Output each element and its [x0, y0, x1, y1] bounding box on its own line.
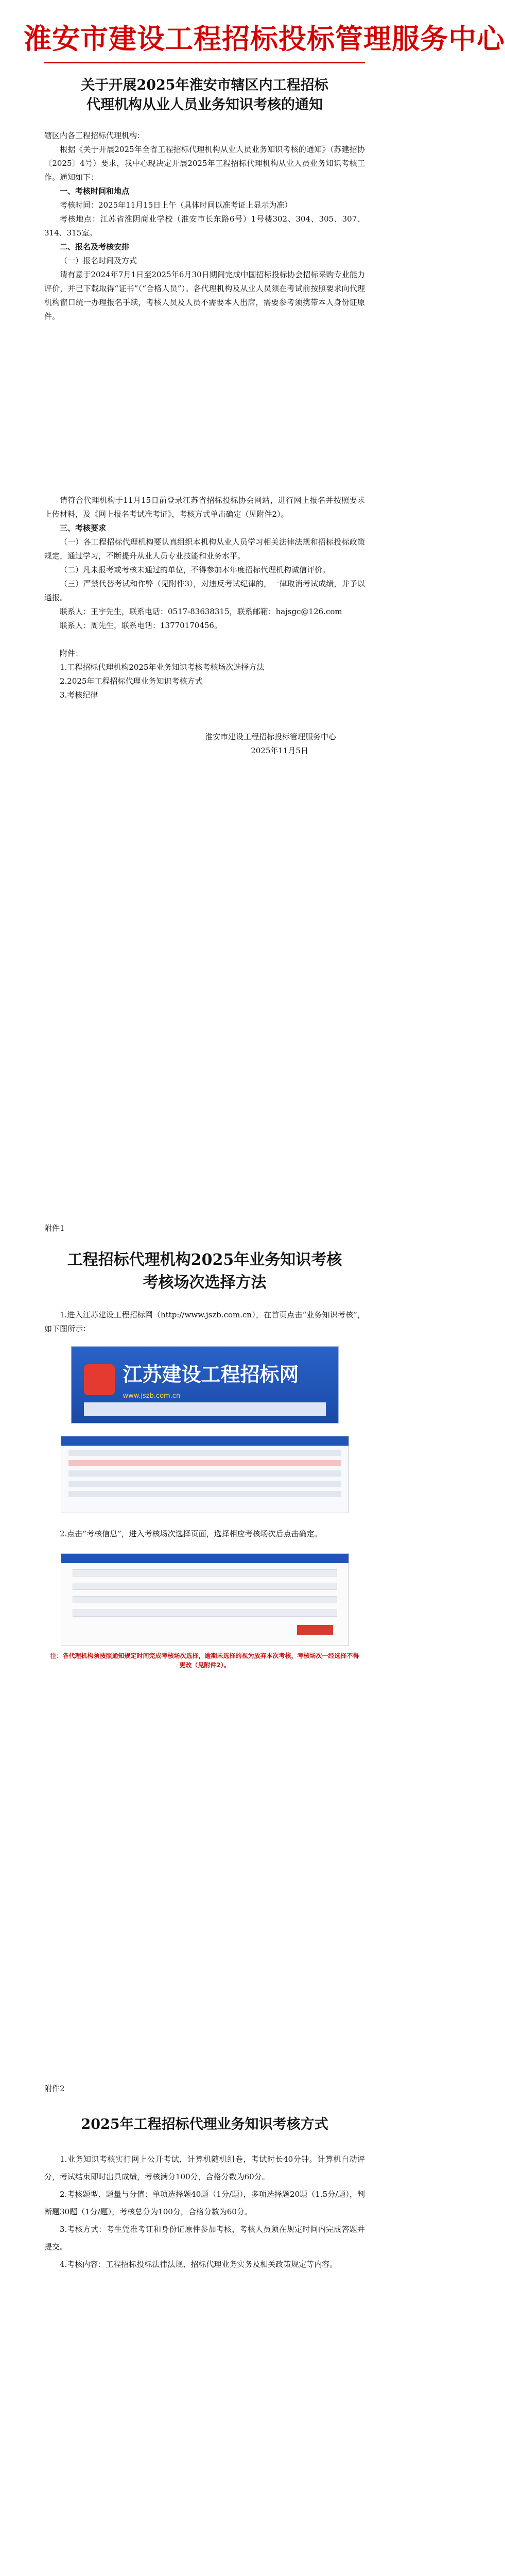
- salutation: 辖区内各工程招标代理机构：: [44, 131, 145, 140]
- method-item: 2.考核题型、题量与分值：单项选择题40题（1分/题），多项选择题20题（1.5分/题），判断题30题（1分/题），考核总分为100分，合格分数为60分。: [44, 2190, 365, 2216]
- website-banner-screenshot: [71, 1346, 339, 1423]
- red-divider-line: [44, 62, 365, 63]
- section-heading-1: 一、考核时间和地点: [60, 187, 130, 196]
- exam-session-form-screenshot: [61, 1553, 349, 1646]
- attachment-item: 3.考核纪律: [60, 690, 98, 700]
- method-item: 3.考核方式：考生凭准考证和身份证原件参加考核，考核人员须在规定时间内完成答题并提交。: [44, 2225, 365, 2251]
- exam-list-screenshot: [61, 1436, 349, 1513]
- method-item: 1.业务知识考核实行网上公开考试，计算机随机组卷，考试时长40分钟。计算机自动评分，考试结束即时出具成绩，考核满分100分，合格分数为60分。: [44, 2155, 365, 2181]
- contact-2: 联系人：周先生，联系电话：13770170456。: [60, 621, 222, 630]
- attachments-heading: 附件：: [60, 649, 83, 658]
- registration-paragraph: 请有意于2024年7月1日至2025年6月30日期间完成中国招标投标协会招标采购专业能力评价，并已下载取得“证书”（“合格人员”）。各代理机构及从业人员须在考试前按照要求向代理机构窗口统一办理报名手续，考核人员及人员不需要本人出席，需要参考须携带本人身份证原件。: [44, 270, 365, 321]
- attachment2-label: 附件2: [44, 2084, 65, 2093]
- section-heading-3: 三、考核要求: [60, 523, 107, 533]
- login-panel: [84, 1402, 326, 1416]
- masthead: 淮安市建设工程招标投标管理服务中心: [24, 22, 505, 55]
- intro-paragraph: 根据《关于开展2025年全省工程招标代理机构从业人员业务知识考核的通知》（苏建招协〔2025〕4号）要求，我中心现决定开展2025年工程招标代理机构从业人员业务知识考核工作。通知如下：: [44, 145, 365, 182]
- attachment2-title: 2025年工程招标代理业务知识考核方式: [81, 2116, 328, 2132]
- attachment1-step2: 2.点击“考核信息”，进入考核场次选择页面，选择相应考核场次后点击确定。: [60, 1529, 322, 1538]
- attachment1-title-line1: 工程招标代理机构2025年业务知识考核: [67, 1251, 342, 1269]
- requirement-1: （一）各工程招标代理机构要认真组织本机构从业人员学习相关法律法规和招标投标政策规定，通过学习，不断提升从业人员专业技能和业务水平。: [44, 537, 365, 561]
- attachment1-step1: 1.进入江苏建设工程招标网（http://www.jszb.com.cn），在首页点击“业务知识考核”，如下图所示：: [44, 1310, 365, 1333]
- requirement-2: （二）凡未报考或考核未通过的单位，不得参加本年度招标代理机构诚信评价。: [60, 565, 330, 574]
- site-logo-icon: [84, 1364, 115, 1395]
- attachment-item: 2.2025年工程招标代理业务知识考核方式: [60, 676, 203, 686]
- attachment1-label: 附件1: [44, 1224, 65, 1233]
- signature-date: 2025年11月5日: [251, 746, 308, 755]
- notice-title-line1: 关于开展2025年淮安市辖区内工程招标: [81, 77, 328, 93]
- confirm-button-graphic: [297, 1625, 333, 1635]
- requirement-3: （三）严禁代替考试和作弊（见附件3），对违反考试纪律的，一律取消考试成绩，并予以通报。: [44, 579, 365, 602]
- contact-1: 联系人：王宇先生，联系电话：0517-83638315，联系邮箱：hajsgc@126.com: [60, 607, 342, 616]
- attachment1-caption: 注：各代理机构须按照通知规定时间完成考核场次选择，逾期未选择的视为放弃本次考核，考核场次一经选择不得更改（见附件2）。: [50, 1652, 359, 1669]
- registration-subhead: （一）报名时间及方式: [60, 256, 137, 265]
- section-heading-2: 二、报名及考核安排: [60, 242, 130, 251]
- attachments-list: [44, 660, 365, 702]
- site-banner-title: 江苏建设工程招标网: [123, 1363, 299, 1386]
- registration-paragraph-2: 请符合代理机构于11月15日前登录江苏省招标投标协会网站，进行网上报名并按照要求上传材料，及《网上报名考试准考证》，考核方式单击确定（见附件2）。: [44, 496, 365, 519]
- notice-title-line2: 代理机构从业人员业务知识考核的通知: [86, 97, 323, 113]
- signature-org: 淮安市建设工程招标投标管理服务中心: [204, 732, 336, 741]
- site-banner-url: www.jszb.com.cn: [123, 1392, 181, 1400]
- attachment1-title-line2: 考核场次选择方法: [143, 1274, 267, 1292]
- exam-place: 考核地点：江苏省淮阴商业学校（淮安市长东路6号）1号楼302、304、305、307、314、315室。: [44, 214, 365, 238]
- attachment-item: 1.工程招标代理机构2025年业务知识考核考核场次选择方法: [60, 663, 265, 672]
- method-item: 4.考核内容：工程招标投标法律法规、招标代理业务实务及相关政策规定等内容。: [60, 2260, 338, 2269]
- exam-time: 考核时间：2025年11月15日上午（具体时间以准考证上显示为准）: [60, 200, 292, 210]
